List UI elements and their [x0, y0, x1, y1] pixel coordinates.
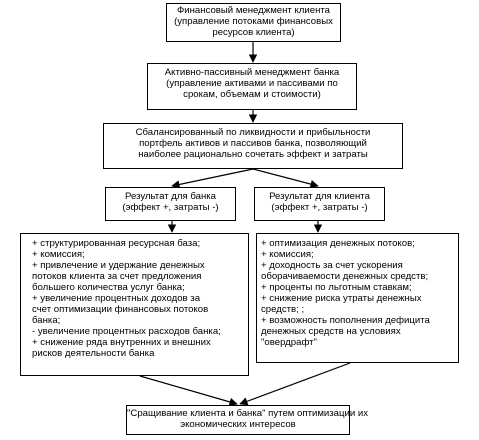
result-client-line-2: (эффект +, затраты -): [271, 202, 368, 213]
bank-benefit-item: + привлечение и удержание денежных: [32, 260, 205, 271]
financial-management-line-2: (управление потоками финансовых: [174, 16, 333, 27]
arrow-bank-list-to-merge: [140, 376, 237, 404]
client-benefit-item: "овердрафт": [261, 337, 317, 348]
bank-benefit-item: рисков деятельности банка: [32, 348, 155, 359]
asset-liability-line-1: Активно-пассивный менеджмент банка: [164, 67, 340, 78]
client-benefit-item: + проценты по льготным ставкам;: [261, 282, 412, 293]
client-benefit-item: + оптимизация денежных потоков;: [261, 238, 415, 249]
bank-benefit-item: + снижение ряда внутренних и внешних: [32, 337, 211, 348]
bank-benefit-item: большего количества услуг банка;: [32, 282, 185, 293]
arrow-client-list-to-merge: [240, 363, 350, 404]
result-for-client-box: [254, 187, 385, 221]
client-benefit-item: + снижение риска утраты денежных: [261, 293, 422, 304]
client-benefits-list: [256, 233, 459, 363]
bank-benefit-item: потоков клиента за счет предложения: [32, 271, 202, 282]
asset-liability-management-box: [147, 63, 357, 110]
result-client-line-1: Результат для клиента: [269, 191, 370, 202]
bank-benefit-item: + комиссия;: [32, 249, 85, 260]
bank-benefit-item: + структурированная ресурсная база;: [32, 238, 201, 249]
result-bank-line-2: (эффект +, затраты -): [122, 202, 219, 213]
client-benefit-item: + комиссия;: [261, 249, 314, 260]
arrow-3-to-bank: [172, 169, 253, 186]
bank-benefit-item: банка;: [32, 315, 61, 326]
result-bank-line-1: Результат для банка: [124, 191, 216, 202]
bank-benefit-item: + увеличение процентных доходов за: [32, 293, 201, 304]
merging-line-1: "Сращивание клиента и банка" путем оптимизации их: [127, 408, 369, 419]
result-for-bank-box: [105, 187, 236, 221]
client-benefit-item: оборачиваемости денежных средств;: [261, 271, 429, 282]
asset-liability-line-3: срокам, объемам и стоимости): [183, 89, 321, 100]
asset-liability-line-2: (управление активами и пассивами по: [166, 78, 338, 89]
client-bank-merging-box: [126, 405, 369, 435]
client-benefit-item: + доходность за счет ускорения: [261, 260, 403, 271]
financial-management-box: [166, 3, 341, 42]
bank-benefit-item: счет оптимизации финансовых потоков: [32, 304, 209, 315]
merging-line-2: экономических интересов: [180, 419, 296, 430]
client-benefit-item: + возможность пополнения дефицита: [261, 315, 430, 326]
bank-benefits-list: [20, 233, 249, 376]
arrow-3-to-client: [253, 169, 318, 186]
balanced-portfolio-line-2: портфель активов и пассивов банка, позволяющий: [139, 138, 367, 149]
client-benefit-item: средств; ;: [261, 304, 305, 315]
bank-benefit-item: - увеличение процентных расходов банка;: [32, 326, 221, 337]
client-benefit-item: денежных средств на условиях: [261, 326, 401, 337]
balanced-portfolio-line-1: Сбалансированный по ликвидности и прибыльности: [135, 127, 371, 138]
financial-management-line-1: Финансовый менеджмент клиента: [176, 5, 331, 16]
balanced-portfolio-box: [103, 123, 403, 169]
balanced-portfolio-line-3: наиболее рационально сочетать эффект и затраты: [138, 149, 368, 160]
financial-management-line-3: ресурсов клиента): [212, 27, 295, 38]
